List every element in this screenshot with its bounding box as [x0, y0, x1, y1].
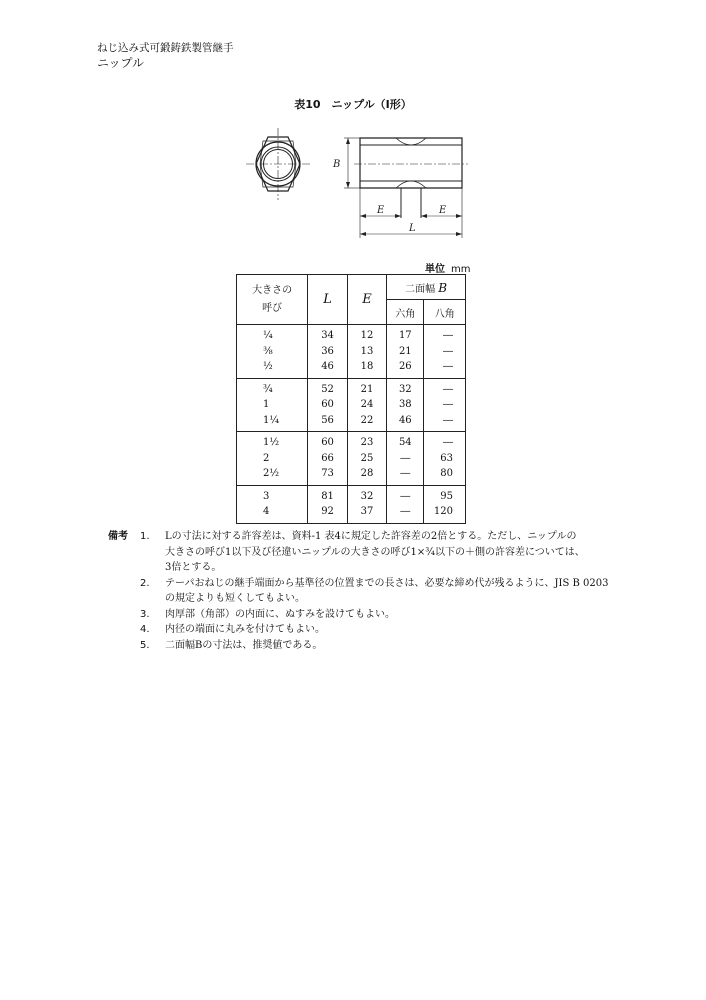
- cell-oct: ―: [424, 344, 466, 360]
- cell-size: 4: [237, 504, 308, 523]
- cell-size: ¾: [237, 378, 308, 397]
- remark-number: 1.: [140, 531, 150, 542]
- remark-line: テーパおねじの継手端面から基準径の位置までの長さは、必要な締め代が残るように、JIS B 0203: [165, 577, 609, 589]
- cell-E: 23: [347, 432, 386, 451]
- header-size-line2: 呼び: [262, 302, 283, 314]
- cell-hex: ―: [387, 451, 424, 467]
- cell-hex: 26: [387, 359, 424, 378]
- cell-oct: ―: [424, 378, 466, 397]
- remark-number: 2.: [140, 577, 150, 589]
- cell-L: 73: [308, 466, 347, 485]
- remark-line: の規定よりも短くしてもよい。: [165, 593, 305, 604]
- header-size-line1: 大きさの: [252, 284, 293, 296]
- cell-oct: 95: [424, 485, 466, 504]
- cell-size: ⅜: [237, 344, 308, 360]
- table-row: [237, 432, 466, 451]
- table-row: [237, 378, 466, 397]
- cell-size: 2½: [237, 466, 308, 485]
- dim-label-l: L: [409, 223, 416, 234]
- unit-caption: 単位: [425, 264, 445, 275]
- document-section: ニップル: [97, 56, 145, 70]
- cell-oct: ―: [424, 397, 466, 413]
- remark-line: 内径の端面に丸みを付けてもよい。: [165, 624, 325, 635]
- cell-size: 1: [237, 397, 308, 413]
- cell-size: 1¼: [237, 413, 308, 432]
- header-hexagon: 六角: [387, 300, 424, 325]
- remark-item: [108, 638, 628, 654]
- cell-L: 56: [308, 413, 347, 432]
- cell-L: 46: [308, 359, 347, 378]
- table-row: [237, 485, 466, 504]
- table-row: [237, 504, 466, 523]
- header-E: E: [347, 275, 386, 325]
- cell-oct: ―: [424, 413, 466, 432]
- cell-oct: 63: [424, 451, 466, 467]
- cell-size: 1½: [237, 432, 308, 451]
- remark-line: 3倍とする。: [165, 562, 222, 573]
- dim-label-e-right: E: [439, 205, 447, 216]
- header-across-flats-label: 二面幅: [405, 283, 436, 295]
- cell-oct: 120: [424, 504, 466, 523]
- table-row: [237, 359, 466, 378]
- cell-L: 60: [308, 432, 347, 451]
- cell-hex: 17: [387, 325, 424, 344]
- header-across-flats: [387, 275, 466, 300]
- document-category: ねじ込み式可鍛鋳鉄製管継手: [97, 42, 234, 54]
- header-L: L: [308, 275, 347, 325]
- cell-hex: ―: [387, 485, 424, 504]
- unit-value: mm: [451, 264, 471, 275]
- dimension-arrows: [346, 138, 462, 236]
- remark-item: [108, 576, 628, 607]
- cell-E: 22: [347, 413, 386, 432]
- cell-L: 34: [308, 325, 347, 344]
- cell-hex: 54: [387, 432, 424, 451]
- remarks: [108, 529, 628, 653]
- cell-L: 60: [308, 397, 347, 413]
- remark-item: [108, 529, 628, 576]
- cell-size: ¼: [237, 325, 308, 344]
- cell-E: 25: [347, 451, 386, 467]
- header-nominal-size: [237, 275, 308, 325]
- table-row-group: [237, 432, 466, 486]
- cell-oct: ―: [424, 325, 466, 344]
- cell-oct: 80: [424, 466, 466, 485]
- table-row: [237, 466, 466, 485]
- remark-number: 4.: [140, 624, 150, 635]
- remark-line: 大きさの呼び1以下及び径違いニップルの大きさの呼び1×¾以下の＋側の許容差については、: [165, 546, 585, 558]
- table-title: 表10 ニップル（Ⅰ形）: [294, 98, 412, 111]
- table-row: [237, 325, 466, 344]
- cell-E: 12: [347, 325, 386, 344]
- cell-hex: ―: [387, 466, 424, 485]
- cell-E: 32: [347, 485, 386, 504]
- cell-oct: ―: [424, 359, 466, 378]
- nipple-drawing: [236, 120, 468, 245]
- cell-hex: ―: [387, 504, 424, 523]
- remark-line: 二面幅Bの寸法は、推奨値である。: [165, 639, 323, 651]
- header-across-flats-symbol: B: [438, 280, 448, 295]
- table-row: [237, 413, 466, 432]
- table-row: [237, 397, 466, 413]
- table-row: [237, 451, 466, 467]
- remarks-lead: 備考: [108, 531, 128, 542]
- cell-oct: ―: [424, 432, 466, 451]
- cell-E: 21: [347, 378, 386, 397]
- cell-size: 3: [237, 485, 308, 504]
- remark-number: 3.: [140, 608, 150, 620]
- header-octagon: 八角: [424, 300, 466, 325]
- dim-label-e-left: E: [377, 205, 385, 216]
- cell-size: 2: [237, 451, 308, 467]
- table-row: [237, 344, 466, 360]
- table-row-group: [237, 325, 466, 379]
- unit-label: [425, 260, 470, 275]
- cell-L: 81: [308, 485, 347, 504]
- cell-L: 92: [308, 504, 347, 523]
- hex-end-view: [246, 128, 310, 200]
- cell-hex: 32: [387, 378, 424, 397]
- remarks-list: [108, 529, 628, 653]
- cell-hex: 38: [387, 397, 424, 413]
- cell-E: 28: [347, 466, 386, 485]
- remark-number: 5.: [140, 639, 150, 651]
- cell-E: 13: [347, 344, 386, 360]
- cell-L: 66: [308, 451, 347, 467]
- remark-item: [108, 622, 628, 638]
- cell-E: 24: [347, 397, 386, 413]
- remark-line: 肉厚部（角部）の内面に、ぬすみを設けてもよい。: [165, 608, 395, 620]
- remark-item: [108, 607, 628, 623]
- cell-hex: 21: [387, 344, 424, 360]
- side-view: [344, 138, 468, 238]
- table-row-group: [237, 485, 466, 523]
- cell-L: 36: [308, 344, 347, 360]
- cell-E: 37: [347, 504, 386, 523]
- cell-L: 52: [308, 378, 347, 397]
- table-row-group: [237, 378, 466, 432]
- remark-line: Lの寸法に対する許容差は、資料-1 表4に規定した許容差の2倍とする。ただし、ニップルの: [165, 531, 577, 542]
- cell-size: ½: [237, 359, 308, 378]
- dim-label-b: B: [333, 159, 341, 170]
- dimensions-table: [236, 274, 466, 524]
- cell-E: 18: [347, 359, 386, 378]
- cell-hex: 46: [387, 413, 424, 432]
